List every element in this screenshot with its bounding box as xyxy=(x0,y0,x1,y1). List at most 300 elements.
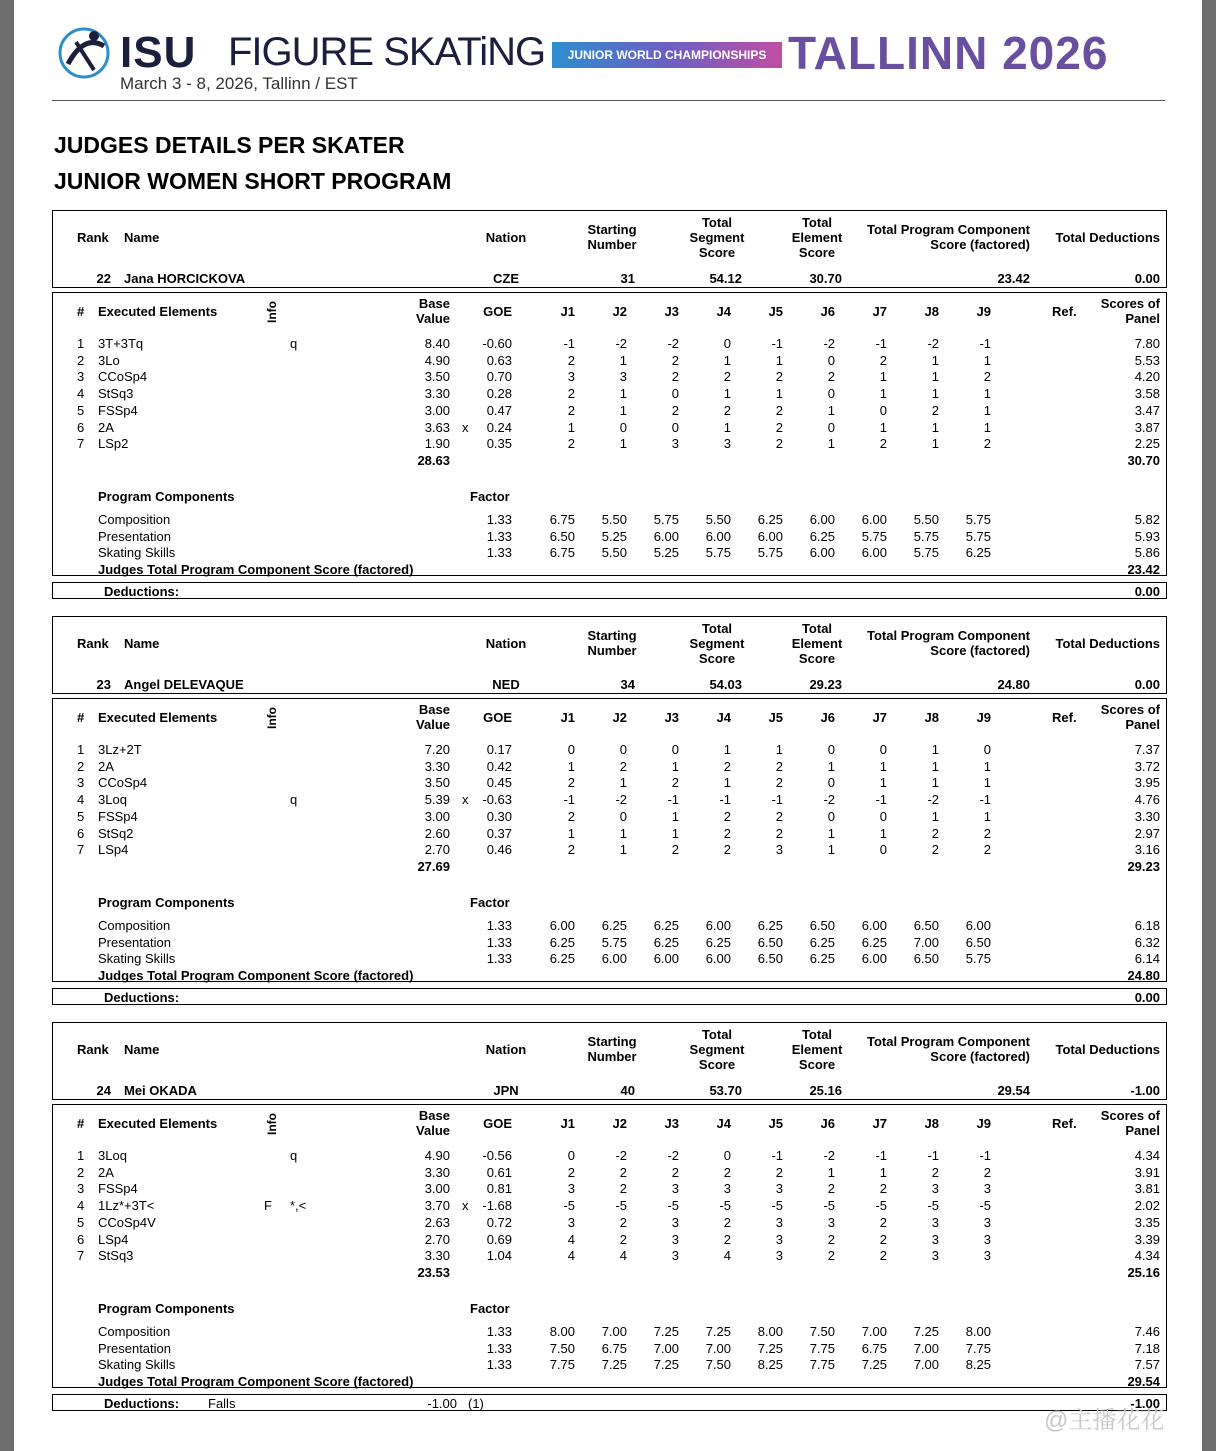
element-goe: 0.70 xyxy=(486,369,512,385)
element-score: 2.02 xyxy=(1134,1198,1160,1214)
element-goe: 0.30 xyxy=(486,808,512,824)
judge-component-score: 7.00 xyxy=(913,1357,939,1373)
element-number: 4 xyxy=(77,386,85,402)
judge-component-score: 8.00 xyxy=(549,1324,575,1339)
element-name: FSSp4 xyxy=(98,808,138,824)
deductions-label: Total Deductions xyxy=(1055,1042,1160,1057)
judge-score: 2 xyxy=(671,842,679,858)
judge-score: 2 xyxy=(931,402,939,418)
element-base-value: 3.00 xyxy=(424,402,450,418)
judge-component-score: 6.00 xyxy=(965,918,991,933)
base-value-total: 23.53 xyxy=(417,1265,450,1280)
name-label: Name xyxy=(124,1042,160,1057)
element-score: 3.30 xyxy=(1134,808,1160,824)
element-name: CCoSp4V xyxy=(98,1214,156,1230)
ref-label: Ref. xyxy=(1052,1116,1077,1131)
element-name: 1Lz*+3T< xyxy=(98,1198,155,1214)
component-name: Composition xyxy=(98,512,171,527)
judge-score: 2 xyxy=(775,758,783,774)
judge-score: 2 xyxy=(723,808,731,824)
element-goe: -0.56 xyxy=(482,1148,512,1163)
judge-component-score: 6.25 xyxy=(549,951,575,967)
judge-component-score: 5.75 xyxy=(601,934,627,950)
judge-component-score: 6.00 xyxy=(861,951,887,967)
judge-score: 1 xyxy=(931,352,939,368)
element-number: 5 xyxy=(77,402,85,418)
judge-score: 1 xyxy=(983,386,991,402)
element-base-value: 1.90 xyxy=(424,436,450,452)
element-number: 2 xyxy=(77,1164,85,1180)
judge-score: 3 xyxy=(671,1248,679,1264)
header-divider xyxy=(52,100,1165,101)
judge-component-score: 5.75 xyxy=(653,512,679,527)
judge-component-score: 6.25 xyxy=(809,934,835,950)
skater-tes: 29.23 xyxy=(809,677,842,692)
judge-component-score: 7.50 xyxy=(705,1357,731,1373)
judge-component-score: 6.00 xyxy=(809,545,835,561)
executed-elements-label: Executed Elements xyxy=(98,1116,218,1131)
judge-score: 0 xyxy=(723,1148,731,1163)
judge-score: 2 xyxy=(567,436,575,452)
judge-component-score: 7.50 xyxy=(809,1324,835,1339)
judge-score: 0 xyxy=(827,742,835,757)
judge-label: J7 xyxy=(872,304,887,319)
judge-score: -5 xyxy=(823,1198,835,1214)
skater-tes: 25.16 xyxy=(809,1083,842,1098)
judge-score: 2 xyxy=(671,1164,679,1180)
component-name: Presentation xyxy=(98,934,171,950)
judge-score: 1 xyxy=(723,352,731,368)
judge-score: 2 xyxy=(723,842,731,858)
element-goe: -0.63 xyxy=(482,792,512,808)
program-components-label: Program Components xyxy=(98,895,235,910)
judge-score: 0 xyxy=(619,419,627,435)
judge-score: 2 xyxy=(567,352,575,368)
judge-score: -5 xyxy=(771,1198,783,1214)
judge-score: -1 xyxy=(563,792,575,808)
tes-label: Element xyxy=(791,230,843,245)
judge-score: 1 xyxy=(567,825,575,841)
tss-label: Score xyxy=(698,1057,736,1072)
element-name: 3Lo xyxy=(98,352,120,368)
judge-label: J9 xyxy=(976,304,991,319)
tss-label: Score xyxy=(698,651,736,666)
page-header xyxy=(14,0,1202,110)
judge-score: 1 xyxy=(619,386,627,402)
judge-component-score: 5.75 xyxy=(965,951,991,967)
judge-score: 1 xyxy=(723,386,731,402)
element-number: 2 xyxy=(77,352,85,368)
judge-component-score: 8.00 xyxy=(757,1324,783,1339)
element-score: 3.58 xyxy=(1134,386,1160,402)
element-goe: 1.04 xyxy=(486,1248,512,1264)
base-value-label: Value xyxy=(416,717,450,732)
element-info: q xyxy=(290,336,298,351)
element-number: 3 xyxy=(77,775,85,791)
judge-score: 1 xyxy=(879,386,887,402)
scores-of-panel-label: Panel xyxy=(1125,717,1160,732)
element-number: 7 xyxy=(77,842,85,858)
ref-label: Ref. xyxy=(1052,710,1077,725)
element-base-value: 7.20 xyxy=(424,742,450,757)
judge-score: 3 xyxy=(723,436,731,452)
element-name: 3Loq xyxy=(98,1148,127,1163)
judge-component-score: 7.25 xyxy=(757,1340,783,1356)
skater-logo-icon xyxy=(54,24,118,82)
judge-score: 1 xyxy=(879,369,887,385)
element-goe: -0.60 xyxy=(482,336,512,351)
judge-component-score: 6.25 xyxy=(653,934,679,950)
deductions-box xyxy=(52,988,1167,1005)
executed-elements-label: Executed Elements xyxy=(98,710,218,725)
judge-score: 3 xyxy=(983,1214,991,1230)
element-base-value: 3.30 xyxy=(424,1248,450,1264)
judge-component-score: 6.50 xyxy=(549,528,575,544)
judge-score: -2 xyxy=(927,336,939,351)
judge-score: -2 xyxy=(927,792,939,808)
judge-score: 2 xyxy=(983,369,991,385)
num-label: # xyxy=(77,710,85,725)
element-number: 7 xyxy=(77,1248,85,1264)
element-name: StSq2 xyxy=(98,825,134,841)
judge-component-score: 6.25 xyxy=(601,918,627,933)
component-name: Skating Skills xyxy=(98,951,176,967)
deduction-value: -1.00 xyxy=(427,1396,457,1411)
judge-component-score: 6.00 xyxy=(705,951,731,967)
judge-component-score: 7.25 xyxy=(653,1324,679,1339)
judge-score: 2 xyxy=(931,842,939,858)
component-name: Skating Skills xyxy=(98,1357,176,1373)
judge-score: 0 xyxy=(671,742,679,757)
judge-score: 2 xyxy=(775,775,783,791)
deductions-row-label: Deductions: xyxy=(104,584,180,599)
element-base-value: 5.39 xyxy=(424,792,450,808)
judge-score: 1 xyxy=(931,808,939,824)
judge-label: J8 xyxy=(924,304,939,319)
judge-score: 0 xyxy=(983,742,991,757)
element-number: 2 xyxy=(77,758,85,774)
element-name: 3Loq xyxy=(98,792,127,808)
element-score: 7.37 xyxy=(1134,742,1160,757)
factor-label: Factor xyxy=(470,1301,510,1316)
judge-label: J2 xyxy=(612,304,627,319)
scores-of-panel-label: Panel xyxy=(1125,1123,1160,1138)
element-base-value: 3.30 xyxy=(424,386,450,402)
element-name: 2A xyxy=(98,758,114,774)
goe-label: GOE xyxy=(483,304,512,319)
element-score: 4.34 xyxy=(1134,1148,1160,1163)
judge-component-score: 6.00 xyxy=(705,528,731,544)
deductions-row-label: Deductions: xyxy=(104,1396,180,1411)
judge-score: 2 xyxy=(775,402,783,418)
element-base-value: 3.50 xyxy=(424,369,450,385)
judge-score: 2 xyxy=(723,1164,731,1180)
judge-score: 1 xyxy=(983,775,991,791)
judge-score: 1 xyxy=(827,842,835,858)
component-name: Skating Skills xyxy=(98,545,176,561)
judge-score: 0 xyxy=(827,419,835,435)
element-number: 6 xyxy=(77,1231,85,1247)
judge-score: -2 xyxy=(823,792,835,808)
judge-component-score: 7.25 xyxy=(653,1357,679,1373)
starting-label: Number xyxy=(587,1049,637,1064)
judge-score: 2 xyxy=(827,1248,835,1264)
judge-score: 3 xyxy=(983,1231,991,1247)
pcs-label: Total Program Component xyxy=(867,628,1030,643)
judge-score: 3 xyxy=(931,1181,939,1197)
element-name: FSSp4 xyxy=(98,402,138,418)
deduction-description: Falls xyxy=(208,1396,236,1411)
tes-label: Total xyxy=(801,621,833,636)
judge-score: 2 xyxy=(619,1164,627,1180)
tss-label: Segment xyxy=(689,1042,745,1057)
element-goe: 0.47 xyxy=(486,402,512,418)
judge-score: 1 xyxy=(775,742,783,757)
factor-label: Factor xyxy=(470,489,510,504)
element-score: 3.35 xyxy=(1134,1214,1160,1230)
skater-block xyxy=(52,616,1167,1022)
judge-score: 0 xyxy=(827,808,835,824)
judge-component-score: 6.25 xyxy=(757,512,783,527)
nation-label: Nation xyxy=(485,230,527,245)
skater-rank: 24 xyxy=(96,1083,111,1098)
element-bonus-mark: x xyxy=(462,419,469,435)
judge-component-score: 6.25 xyxy=(757,918,783,933)
element-base-value: 2.70 xyxy=(424,1231,450,1247)
element-base-value: 3.30 xyxy=(424,1164,450,1180)
element-score: 3.47 xyxy=(1134,402,1160,418)
element-score: 3.81 xyxy=(1134,1181,1160,1197)
jtpcs-label: Judges Total Program Component Score (factored) xyxy=(98,968,414,983)
nation-label: Nation xyxy=(485,636,527,651)
judge-score: -1 xyxy=(667,792,679,808)
judge-score: -1 xyxy=(563,336,575,351)
component-name: Composition xyxy=(98,918,171,933)
element-score: 3.39 xyxy=(1134,1231,1160,1247)
element-name: 2A xyxy=(98,1164,114,1180)
judge-score: 2 xyxy=(879,436,887,452)
element-number: 5 xyxy=(77,808,85,824)
judge-component-score: 6.25 xyxy=(809,528,835,544)
judge-component-score: 6.50 xyxy=(757,934,783,950)
tss-label: Segment xyxy=(689,636,745,651)
judge-score: 4 xyxy=(619,1248,627,1264)
element-base-value: 3.00 xyxy=(424,1181,450,1197)
deductions-row-label: Deductions: xyxy=(104,990,180,1005)
judge-score: 3 xyxy=(619,369,627,385)
component-factor: 1.33 xyxy=(486,512,512,527)
judge-label: J3 xyxy=(664,1116,679,1131)
component-name: Presentation xyxy=(98,1340,171,1356)
element-name: FSSp4 xyxy=(98,1181,138,1197)
executed-elements-label: Executed Elements xyxy=(98,304,218,319)
judge-label: J6 xyxy=(820,1116,835,1131)
judge-score: -1 xyxy=(979,792,991,808)
judge-score: 1 xyxy=(983,352,991,368)
pcs-label: Total Program Component xyxy=(867,222,1030,237)
skater-pcs: 24.80 xyxy=(997,677,1030,692)
tes-label: Total xyxy=(801,1027,833,1042)
element-score: 2.25 xyxy=(1134,436,1160,452)
judge-label: J6 xyxy=(820,304,835,319)
pcs-total: 23.42 xyxy=(1127,562,1160,577)
judge-label: J2 xyxy=(612,710,627,725)
judge-score: 1 xyxy=(879,758,887,774)
judge-component-score: 8.25 xyxy=(965,1357,991,1373)
judge-component-score: 6.25 xyxy=(809,951,835,967)
element-number: 4 xyxy=(77,1198,85,1214)
judge-score: 0 xyxy=(879,808,887,824)
judge-score: -1 xyxy=(875,1148,887,1163)
judge-component-score: 6.75 xyxy=(549,512,575,527)
judge-score: 3 xyxy=(983,1248,991,1264)
judge-score: 2 xyxy=(723,1231,731,1247)
ref-label: Ref. xyxy=(1052,304,1077,319)
judge-score: 0 xyxy=(619,808,627,824)
judge-score: 2 xyxy=(671,402,679,418)
judge-label: J5 xyxy=(768,710,783,725)
judge-score: -2 xyxy=(823,1148,835,1163)
element-bonus-mark: x xyxy=(462,1198,469,1214)
component-score: 7.57 xyxy=(1134,1357,1160,1373)
judge-score: -1 xyxy=(979,1148,991,1163)
element-number: 1 xyxy=(77,336,85,351)
skater-name: Jana HORCICKOVA xyxy=(124,271,246,286)
judge-score: 1 xyxy=(671,825,679,841)
judge-score: 1 xyxy=(671,808,679,824)
judge-score: 0 xyxy=(827,352,835,368)
judge-label: J9 xyxy=(976,710,991,725)
program-components-label: Program Components xyxy=(98,1301,235,1316)
judge-score: 0 xyxy=(827,386,835,402)
judge-label: J7 xyxy=(872,710,887,725)
tes-total: 25.16 xyxy=(1127,1265,1160,1280)
skater-tes: 30.70 xyxy=(809,271,842,286)
judge-component-score: 7.25 xyxy=(913,1324,939,1339)
element-number: 1 xyxy=(77,742,85,757)
judge-component-score: 5.50 xyxy=(913,512,939,527)
judge-score: 2 xyxy=(775,808,783,824)
component-factor: 1.33 xyxy=(486,1340,512,1356)
judge-component-score: 6.50 xyxy=(965,934,991,950)
element-base-value: 3.00 xyxy=(424,808,450,824)
component-name: Presentation xyxy=(98,528,171,544)
judge-score: 2 xyxy=(619,1231,627,1247)
judge-component-score: 5.75 xyxy=(965,512,991,527)
judge-score: 1 xyxy=(879,419,887,435)
element-score: 3.16 xyxy=(1134,842,1160,858)
judge-score: 1 xyxy=(879,825,887,841)
element-goe: 0.42 xyxy=(486,758,512,774)
judge-score: 1 xyxy=(827,758,835,774)
judge-score: 2 xyxy=(723,369,731,385)
element-score: 4.76 xyxy=(1134,792,1160,808)
element-name: 3T+3Tq xyxy=(98,336,144,351)
element-score: 4.34 xyxy=(1134,1248,1160,1264)
element-number: 5 xyxy=(77,1214,85,1230)
judge-component-score: 6.00 xyxy=(653,528,679,544)
judge-component-score: 6.25 xyxy=(705,934,731,950)
judge-component-score: 5.75 xyxy=(705,545,731,561)
judge-score: 0 xyxy=(879,842,887,858)
judge-label: J4 xyxy=(716,710,731,725)
judge-score: 2 xyxy=(775,1164,783,1180)
element-goe: 0.69 xyxy=(486,1231,512,1247)
judge-score: 1 xyxy=(619,825,627,841)
skater-name: Mei OKADA xyxy=(124,1083,197,1098)
isu-logo-text: ISU xyxy=(120,28,197,77)
judge-score: -1 xyxy=(927,1148,939,1163)
skater-rank: 22 xyxy=(96,271,111,286)
component-factor: 1.33 xyxy=(486,1324,512,1339)
skater-nation: JPN xyxy=(493,1083,519,1098)
judge-score: 4 xyxy=(567,1231,575,1247)
judge-component-score: 5.75 xyxy=(757,545,783,561)
judge-score: 1 xyxy=(619,352,627,368)
element-goe: 0.61 xyxy=(486,1164,512,1180)
skater-pcs: 29.54 xyxy=(997,1083,1030,1098)
element-goe: 0.28 xyxy=(486,386,512,402)
element-goe: 0.46 xyxy=(486,842,512,858)
judge-label: J6 xyxy=(820,710,835,725)
element-goe: 0.45 xyxy=(486,775,512,791)
judge-score: 0 xyxy=(879,742,887,757)
judge-score: 2 xyxy=(723,1214,731,1230)
judge-label: J9 xyxy=(976,1116,991,1131)
judge-score: -5 xyxy=(667,1198,679,1214)
element-name: 2A xyxy=(98,419,114,435)
component-score: 7.18 xyxy=(1134,1340,1160,1356)
program-components-label: Program Components xyxy=(98,489,235,504)
judge-score: 1 xyxy=(723,419,731,435)
element-info: *,< xyxy=(290,1198,307,1214)
name-label: Name xyxy=(124,636,160,651)
judge-component-score: 6.25 xyxy=(861,934,887,950)
judge-score: 3 xyxy=(567,1181,575,1197)
segment-title: JUNIOR WOMEN SHORT PROGRAM xyxy=(54,168,452,194)
factor-label: Factor xyxy=(470,895,510,910)
judge-label: J8 xyxy=(924,710,939,725)
judge-component-score: 6.00 xyxy=(861,545,887,561)
element-number: 6 xyxy=(77,825,85,841)
element-name: LSp4 xyxy=(98,1231,129,1247)
info-label: Info xyxy=(265,1113,279,1135)
element-goe: 0.24 xyxy=(486,419,512,435)
tes-label: Score xyxy=(798,1057,836,1072)
judge-score: -5 xyxy=(615,1198,627,1214)
element-name: CCoSp4 xyxy=(98,775,148,791)
skater-nation: CZE xyxy=(493,271,519,286)
base-value-label: Base xyxy=(418,702,450,717)
judge-score: -1 xyxy=(771,792,783,808)
element-flag: F xyxy=(264,1198,272,1214)
element-goe: 0.35 xyxy=(486,436,512,452)
judge-component-score: 7.75 xyxy=(809,1340,835,1356)
judge-score: 3 xyxy=(931,1231,939,1247)
judge-component-score: 7.00 xyxy=(913,1340,939,1356)
skater-block xyxy=(52,1022,1167,1428)
judge-score: 2 xyxy=(879,1214,887,1230)
element-base-value: 2.70 xyxy=(424,842,450,858)
judge-score: 2 xyxy=(983,842,991,858)
judge-component-score: 5.25 xyxy=(601,528,627,544)
judge-score: 3 xyxy=(775,842,783,858)
judge-component-score: 6.25 xyxy=(965,545,991,561)
judge-score: 2 xyxy=(567,402,575,418)
judge-component-score: 6.50 xyxy=(809,918,835,933)
tes-label: Element xyxy=(791,636,843,651)
element-base-value: 3.63 xyxy=(424,419,450,435)
